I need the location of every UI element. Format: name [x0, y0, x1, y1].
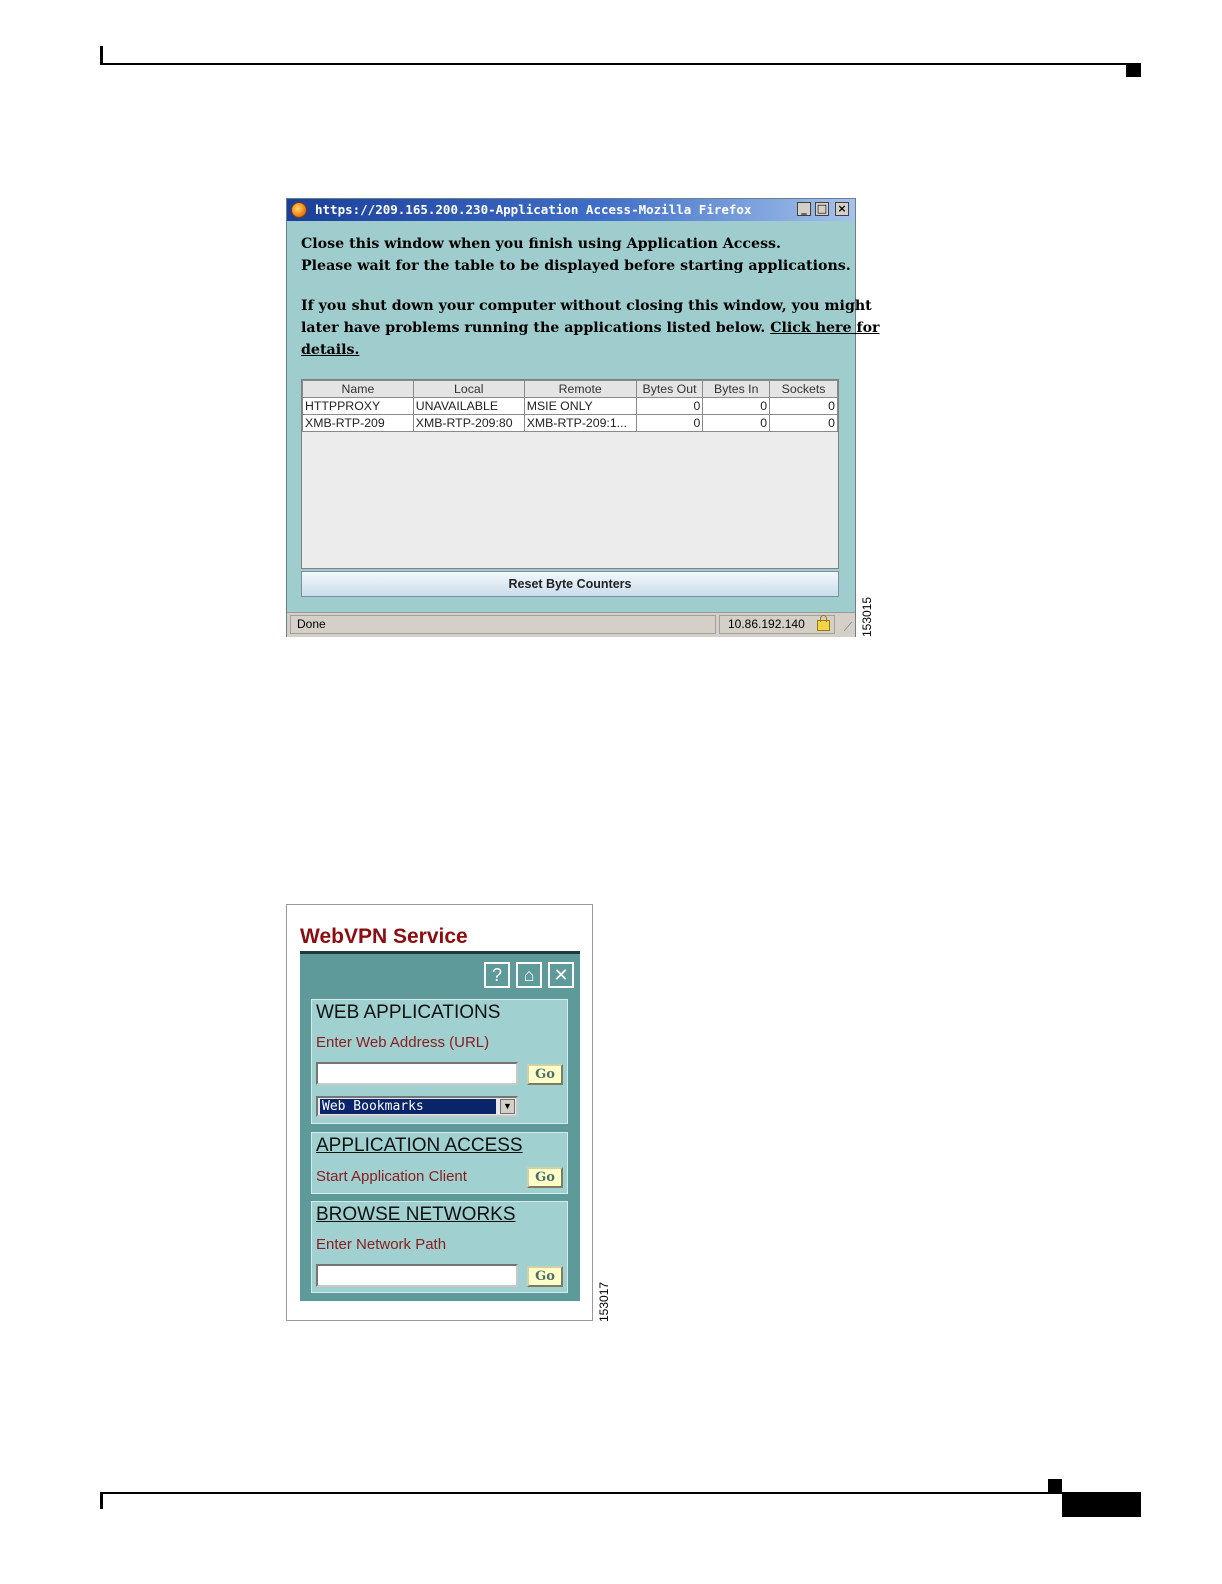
- network-path-input[interactable]: [316, 1264, 518, 1287]
- footer-page-tab: [1062, 1492, 1141, 1517]
- browse-networks-heading[interactable]: BROWSE NETWORKS: [316, 1204, 516, 1225]
- web-address-input[interactable]: [316, 1062, 518, 1085]
- applications-table: [302, 380, 838, 432]
- window-titlebar[interactable]: [287, 199, 855, 221]
- firefox-logo-icon: [291, 202, 307, 218]
- cell-name: HTTPPROXY: [303, 398, 414, 415]
- header-marker: [1126, 63, 1141, 77]
- web-go-button[interactable]: Go: [527, 1064, 563, 1085]
- cell-remote: XMB-RTP-209:1...: [524, 415, 636, 432]
- close-button[interactable]: ×: [835, 202, 849, 216]
- help-icon[interactable]: ?: [484, 962, 510, 988]
- application-access-section: [311, 1132, 568, 1194]
- header-rule: [100, 63, 1140, 65]
- application-access-heading[interactable]: APPLICATION ACCESS: [316, 1135, 523, 1156]
- network-path-label: Enter Network Path: [316, 1236, 447, 1253]
- footer-tick: [100, 1492, 103, 1509]
- application-go-button[interactable]: Go: [527, 1167, 563, 1188]
- applications-table-box: [301, 379, 839, 569]
- header-tick: [100, 46, 103, 64]
- webvpn-title: WebVPN Service: [300, 925, 468, 948]
- home-icon[interactable]: ⌂: [516, 962, 542, 988]
- cell-name: XMB-RTP-209: [303, 415, 414, 432]
- web-bookmarks-selected: Web Bookmarks: [320, 1099, 496, 1114]
- web-bookmarks-select[interactable]: [316, 1096, 518, 1117]
- instruction-line-2: Please wait for the table to be displayed before starting applications.: [301, 258, 851, 274]
- lock-icon[interactable]: [817, 620, 830, 631]
- webvpn-toolbar-panel: [300, 951, 580, 1301]
- warning-line-3: [301, 339, 359, 361]
- cell-local: UNAVAILABLE: [413, 398, 524, 415]
- web-applications-section: [311, 999, 568, 1124]
- column-header-remote[interactable]: Remote: [524, 381, 636, 398]
- cell-local: XMB-RTP-209:80: [413, 415, 524, 432]
- column-header-bytes-in[interactable]: Bytes In: [703, 381, 770, 398]
- close-icon[interactable]: ✕: [548, 962, 574, 988]
- column-header-bytes-out[interactable]: Bytes Out: [636, 381, 703, 398]
- cell-bytes-out: 0: [636, 415, 703, 432]
- table-header-row: [303, 381, 838, 398]
- column-header-name[interactable]: Name: [303, 381, 414, 398]
- instruction-line-1: Close this window when you finish using Application Access.: [301, 236, 781, 252]
- figure-id-2: 153017: [597, 1281, 611, 1322]
- web-applications-heading: WEB APPLICATIONS: [316, 1002, 501, 1023]
- column-header-local[interactable]: Local: [413, 381, 524, 398]
- warning-line-1: If you shut down your computer without closing this window, you might: [301, 298, 872, 314]
- table-row[interactable]: [303, 398, 838, 415]
- warning-line-2-text: later have problems running the applications listed below.: [301, 320, 766, 336]
- maximize-button[interactable]: □: [816, 202, 828, 215]
- network-go-button[interactable]: Go: [527, 1266, 563, 1287]
- cell-sockets: 0: [770, 398, 838, 415]
- column-header-sockets[interactable]: Sockets: [770, 381, 838, 398]
- webvpn-service-panel: [286, 904, 593, 1321]
- cell-bytes-in: 0: [703, 398, 770, 415]
- cell-bytes-out: 0: [636, 398, 703, 415]
- status-text: Done: [290, 615, 716, 634]
- cell-sockets: 0: [770, 415, 838, 432]
- footer-marker: [1048, 1479, 1062, 1492]
- start-application-label: Start Application Client: [316, 1168, 467, 1185]
- status-ip-panel: [719, 615, 835, 634]
- details-link-continued[interactable]: details.: [301, 342, 360, 358]
- cell-remote: MSIE ONLY: [524, 398, 636, 415]
- reset-byte-counters-button[interactable]: Reset Byte Counters: [301, 571, 839, 597]
- details-link[interactable]: Click here for: [770, 320, 880, 336]
- browse-networks-section: [311, 1201, 568, 1293]
- chevron-down-icon[interactable]: ▼: [500, 1099, 515, 1114]
- window-title: https://209.165.200.230-Application Access-Mozilla Firefox: [315, 202, 752, 217]
- status-bar: [287, 612, 855, 637]
- web-address-label: Enter Web Address (URL): [316, 1034, 490, 1051]
- minimize-button[interactable]: _: [797, 202, 811, 216]
- figure-id-1: 153015: [860, 596, 874, 637]
- status-ip-address: 10.86.192.140: [728, 617, 805, 631]
- warning-line-2: [301, 317, 880, 339]
- cell-bytes-in: 0: [703, 415, 770, 432]
- resize-grip-icon[interactable]: ⟋: [843, 620, 852, 634]
- footer-rule: [100, 1492, 1062, 1494]
- table-row[interactable]: [303, 415, 838, 432]
